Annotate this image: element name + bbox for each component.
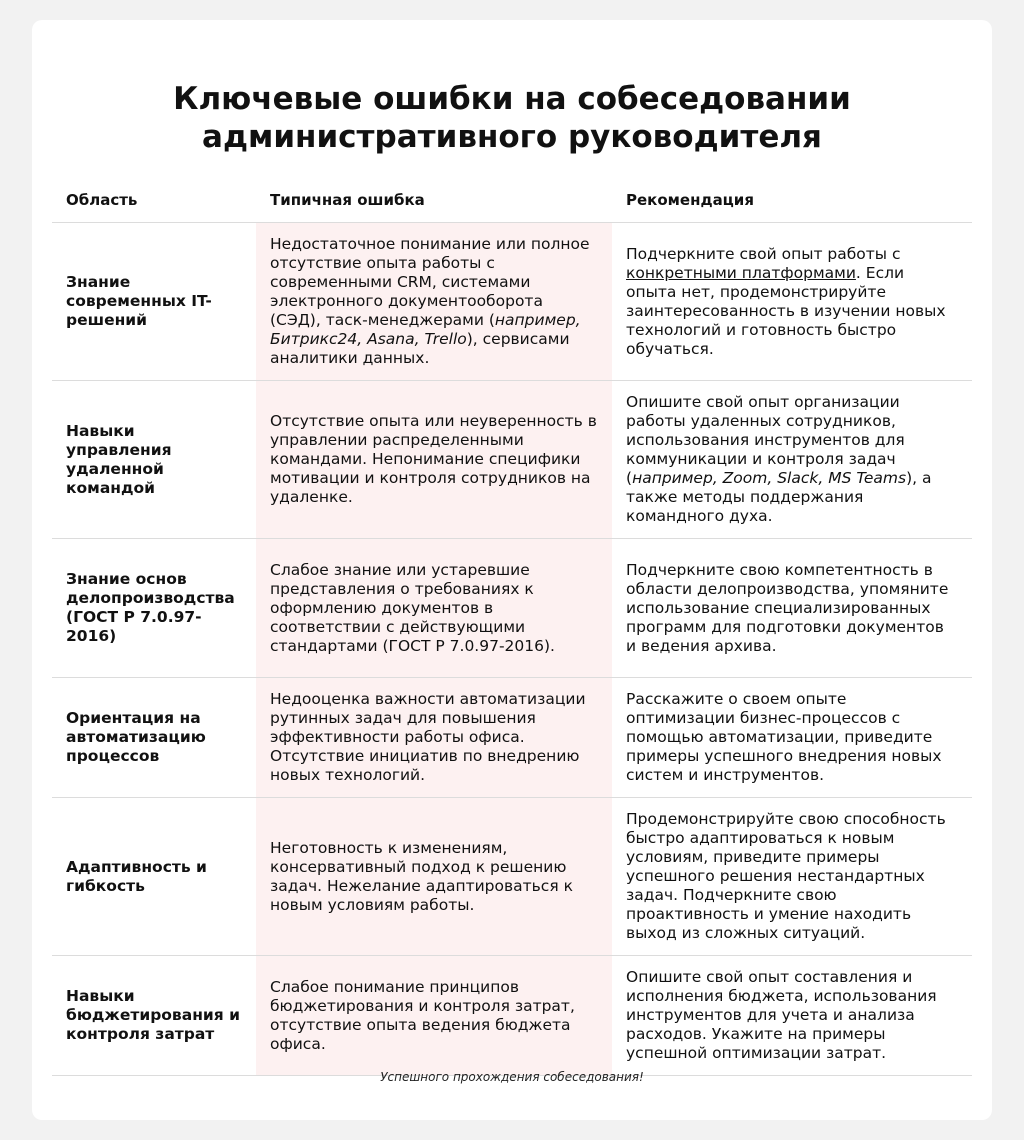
mistake-cell [256, 223, 612, 381]
recommendation-examples: например, Zoom, Slack, MS Teams [632, 469, 907, 487]
recommendation-text-end: ), а также методы поддержания командного духа. [626, 469, 932, 525]
footer-note: Успешного прохождения собеседования! [380, 1070, 644, 1084]
recommendation-cell: Опишите свой опыт составления и исполнения бюджета, использования инструментов для учета и анализа расходов. Укажите на примеры успешной оптимизации затрат. [612, 956, 972, 1076]
recommendation-cell: Подчеркните свою компетентность в области делопроизводства, упомяните использование специализированных программ для подготовки документов и ведения архива. [612, 539, 972, 678]
table-row [52, 223, 972, 381]
mistake-examples: например, Битрикс24, Asana, Trello [270, 311, 581, 348]
page-title [32, 80, 992, 156]
title-line-1: Ключевые ошибки на собеседовании [173, 81, 851, 117]
platforms-link[interactable]: конкретными платформами [626, 263, 856, 282]
area-cell: Ориентация на автоматизацию процессов [52, 678, 256, 798]
area-cell: Навыки бюджетирования и контроля затрат [52, 956, 256, 1076]
recommendation-cell: Продемонстрируйте свою способность быстро адаптироваться к новым условиям, приведите примеры успешного решения нестандартных задач. Подчеркните свою проактивность и умение находить выход из сложных ситуаций. [612, 798, 972, 956]
recommendation-text: Подчеркните свой опыт работы с [626, 244, 901, 263]
table-row [52, 381, 972, 539]
table-row [52, 798, 972, 956]
table-header-row [52, 178, 972, 223]
table-row [52, 678, 972, 798]
table-row [52, 539, 972, 678]
recommendation-text-end: . Если опыта нет, продемонстрируйте заинтересованность в изучении новых технологий и готовность быстро обучаться. [626, 263, 946, 358]
mistake-cell: Слабое знание или устаревшие представления о требованиях к оформлению документов в соответствии с действующими стандартами (ГОСТ Р 7.0.97-2016). [256, 539, 612, 678]
header-mistake: Типичная ошибка [256, 178, 612, 223]
title-line-2: административного руководителя [202, 119, 822, 155]
header-area: Область [52, 178, 256, 223]
mistake-cell: Недооценка важности автоматизации рутинных задач для повышения эффективности работы офиса. Отсутствие инициатив по внедрению новых технологий. [256, 678, 612, 798]
recommendation-cell [612, 223, 972, 381]
recommendation-cell [612, 381, 972, 539]
area-cell: Адаптивность и гибкость [52, 798, 256, 956]
mistake-cell: Слабое понимание принципов бюджетирования и контроля затрат, отсутствие опыта ведения бюджета офиса. [256, 956, 612, 1076]
content-card [32, 20, 992, 1120]
recommendation-text: Опишите свой опыт организации работы удаленных сотрудников, использования инструментов для коммуникации и контроля задач ( [626, 393, 905, 487]
mistake-text: Недостаточное понимание или полное отсутствие опыта работы с современными CRM, системами электронного документооборота (СЭД), таск-менеджерами ( [270, 235, 590, 329]
mistake-cell: Отсутствие опыта или неуверенность в управлении распределенными командами. Непонимание специфики мотивации и контроля сотрудников на удаленке. [256, 381, 612, 539]
area-cell: Знание основ делопроизводства (ГОСТ Р 7.0.97-2016) [52, 539, 256, 678]
header-recommendation: Рекомендация [612, 178, 972, 223]
area-cell: Навыки управления удаленной командой [52, 381, 256, 539]
mistake-cell: Неготовность к изменениям, консервативный подход к решению задач. Нежелание адаптироваться к новым условиям работы. [256, 798, 612, 956]
mistakes-table [52, 178, 972, 1076]
table-row [52, 956, 972, 1076]
area-cell: Знание современных IT-решений [52, 223, 256, 381]
mistake-text-end: ), сервисами аналитики данных. [270, 330, 570, 367]
recommendation-cell: Расскажите о своем опыте оптимизации бизнес-процессов с помощью автоматизации, приведите примеры успешного внедрения новых систем и инструментов. [612, 678, 972, 798]
